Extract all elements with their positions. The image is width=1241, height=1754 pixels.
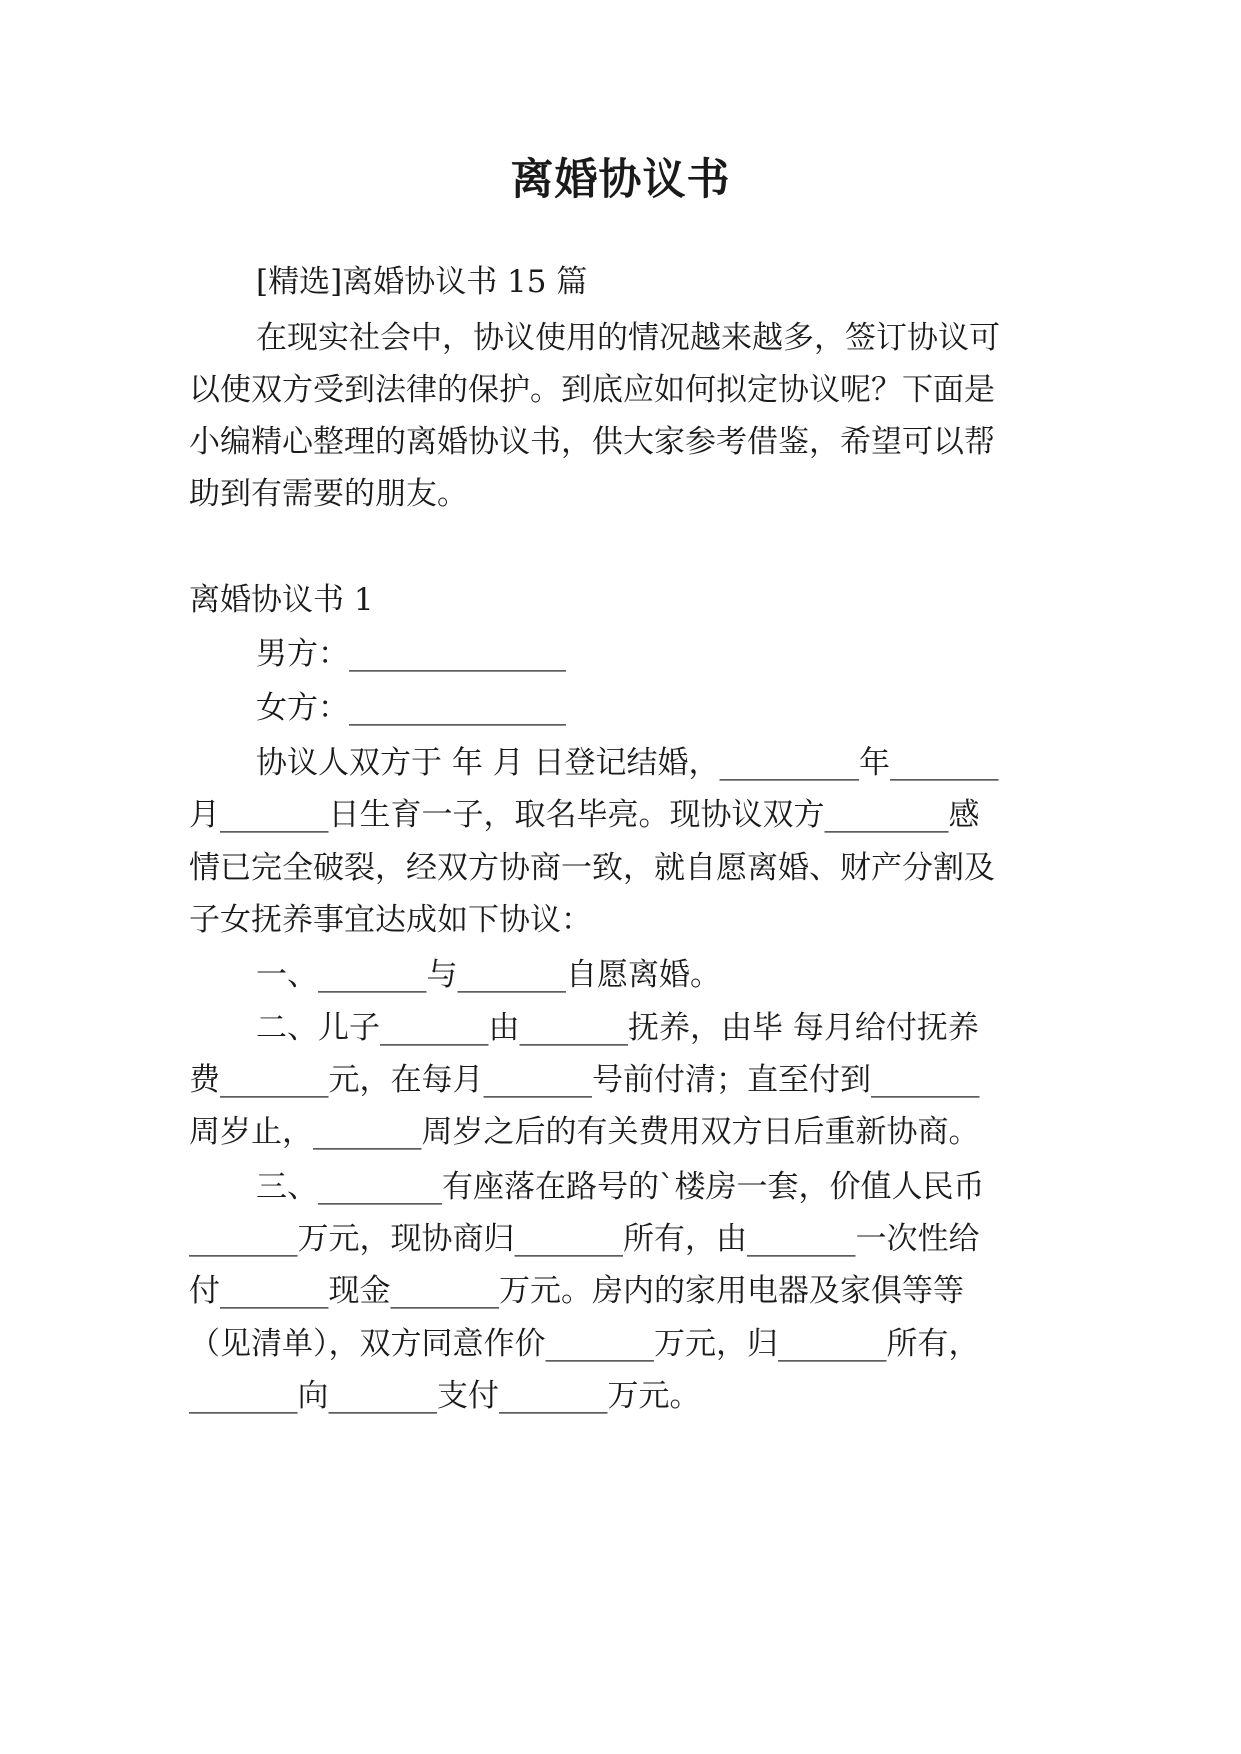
subtitle-line: [精选]离婚协议书 15 篇 xyxy=(256,264,588,300)
clause-2-line-3: 周岁止，_______周岁之后的有关费用双方日后重新协商。 xyxy=(189,1114,980,1150)
male-party-line: 男方：______________ xyxy=(256,636,566,672)
agreement-line-3: 情已完全破裂，经双方协商一致，就自愿离婚、财产分割及 xyxy=(189,850,995,886)
clause-3-line-5: _______向_______支付_______万元。 xyxy=(189,1378,701,1414)
intro-line-3: 小编精心整理的离婚协议书，供大家参考借鉴，希望可以帮 xyxy=(189,424,995,460)
intro-line-1: 在现实社会中，协议使用的情况越来越多，签订协议可 xyxy=(256,320,1000,356)
clause-1-line: 一、_______与_______自愿离婚。 xyxy=(256,957,721,993)
section-heading: 离婚协议书 1 xyxy=(189,582,374,618)
clause-3-line-4: （见清单），双方同意作价_______万元，归_______所有， xyxy=(189,1326,980,1362)
clause-2-line-2: 费_______元，在每月_______号前付清；直至付到_______ xyxy=(189,1062,980,1098)
clause-3-line-1: 三、________有座落在路号的`楼房一套，价值人民币 xyxy=(256,1169,985,1205)
agreement-line-2: 月_______日生育一子，取名毕亮。现协议双方________感 xyxy=(189,797,980,833)
agreement-line-1: 协议人双方于 年 月 日登记结婚，_________年_______ xyxy=(256,745,999,781)
clause-2-line-1: 二、儿子_______由_______抚养，由毕 每月给付抚养 xyxy=(256,1010,979,1046)
document-title: 离婚协议书 xyxy=(510,155,731,205)
female-party-line: 女方：______________ xyxy=(256,690,566,726)
agreement-line-4: 子女抚养事宜达成如下协议： xyxy=(189,902,592,938)
clause-3-line-2: _______万元，现协商归_______所有，由_______一次性给 xyxy=(189,1221,980,1257)
clause-3-line-3: 付_______现金_______万元。房内的家用电器及家俱等等 xyxy=(189,1273,964,1309)
intro-line-2: 以使双方受到法律的保护。到底应如何拟定协议呢？下面是 xyxy=(189,372,995,408)
intro-line-4: 助到有需要的朋友。 xyxy=(189,476,468,512)
